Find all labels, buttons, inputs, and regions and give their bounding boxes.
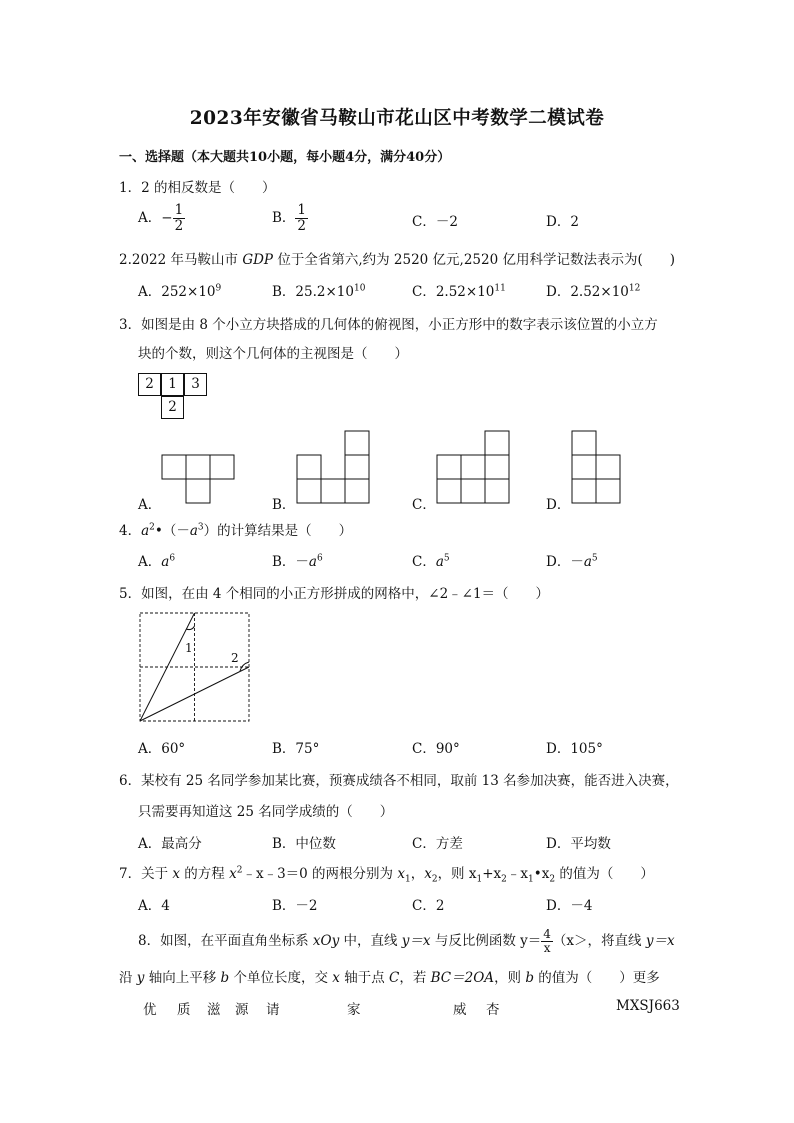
q7-part: ﹣x﹣3＝0 的两根分别为 (242, 866, 398, 882)
q8-function: y＝ (520, 933, 542, 949)
q8-part: 中，直线 (339, 933, 402, 949)
question-1-stem: 1．2 的相反数是（ ） (119, 180, 276, 196)
q7-option-a[interactable]: A．4 (138, 898, 170, 914)
q4-a-exp: 6 (169, 553, 176, 564)
q8-part: 轴于点 (339, 970, 389, 986)
q1-a-denominator: 2 (174, 218, 184, 234)
q4-a-var: a (161, 554, 170, 570)
q8-denominator: x (543, 941, 551, 955)
footer-char: 威 (453, 1002, 467, 1018)
q7-var: x (172, 866, 181, 882)
q3-option-a[interactable]: A． (138, 497, 162, 513)
q4-b-pre: B．－ (272, 554, 309, 570)
q7-var: x (493, 866, 502, 882)
footer-char: 滋 (207, 1002, 221, 1018)
q5-option-d[interactable]: D．105° (546, 741, 603, 757)
q7-part: 的方程 (180, 866, 230, 882)
q4-d-pre: D．－ (546, 554, 584, 570)
q8-var: b (525, 970, 535, 986)
q4-exp: 2 (149, 522, 155, 533)
q7-sub: 1 (476, 874, 483, 885)
q3-figure-d (572, 431, 620, 503)
q7-option-c[interactable]: C．2 (412, 898, 445, 914)
q8-numerator: 4 (543, 927, 551, 941)
question-3-line-1: 3．如图是由 8 个小立方块搭成的几何体的俯视图，小正方形中的数字表示该位置的小立方 (119, 317, 658, 333)
question-7-stem (119, 862, 654, 885)
footer-char: 源 (235, 1002, 249, 1018)
q1-option-d[interactable]: D．2 (546, 214, 579, 230)
q4-d-exp: 5 (591, 553, 598, 564)
q5-option-c[interactable]: C．90° (412, 741, 460, 757)
q4-d-var: a (583, 554, 592, 570)
q8-var: y (136, 970, 145, 986)
q7-sub: 2 (501, 874, 507, 885)
q8-part: 沿 (119, 970, 137, 986)
q1-a-numerator: 1 (174, 202, 184, 218)
q8-part: 的值为（ ）更多 (534, 970, 660, 986)
q5-grid-figure (130, 606, 260, 726)
q4-c-pre: C． (412, 554, 436, 570)
q8-var: b (220, 970, 230, 986)
q7-var: x (229, 866, 237, 882)
q7-var: x (520, 866, 529, 882)
q2-b-exp: 10 (353, 283, 366, 294)
q2-stem-part: 位于全省第六,约为 2520 亿元,2520 亿用科学记数法表示为( ) (273, 252, 676, 268)
question-8-line-2 (119, 966, 660, 986)
q3-option-c[interactable]: C． (412, 497, 436, 513)
q4-c-exp: 5 (443, 553, 450, 564)
footer-char: 杏 (486, 1002, 500, 1018)
footer-code: MXSJ663 (616, 998, 680, 1014)
q8-var: y＝x (401, 933, 431, 949)
q7-sub: 1 (528, 874, 534, 885)
q7-var: x (468, 866, 477, 882)
q4-b-var: a (308, 554, 317, 570)
page-title: 2023年安徽省马鞍山市花山区中考数学二模试卷 (189, 108, 605, 129)
q7-exp: 2 (236, 865, 243, 876)
top-view-cell: 2 (138, 373, 161, 396)
q4-part: •（－ (154, 523, 190, 539)
q8-var: C (389, 970, 400, 986)
q8-part: 与反比例函数 (430, 933, 521, 949)
q7-var: x (541, 866, 550, 882)
q2-d-exp: 12 (628, 283, 641, 294)
q8-var: BC＝2OA (430, 970, 495, 986)
question-5-stem: 5．如图，在由 4 个相同的小正方形拼成的网格中，∠2﹣∠1＝（ ） (119, 586, 550, 602)
q2-c-exp: 11 (494, 283, 506, 294)
q7-part: ，则 (437, 866, 469, 882)
section-heading: 一、选择题（本大题共10小题，每小题4分，满分40分） (119, 150, 451, 165)
top-view-cell: 1 (161, 373, 184, 396)
q7-sub: 2 (549, 874, 556, 885)
q8-part: ，将直线 (587, 933, 646, 949)
q2-c-base: C．2.52×10 (412, 284, 495, 300)
q5-option-a[interactable]: A．60° (138, 741, 186, 757)
q7-part: + (482, 866, 494, 882)
angle-1-label: 1 (185, 641, 193, 655)
q7-sub: 1 (404, 874, 411, 885)
top-view-cell: 3 (184, 373, 207, 396)
q8-part: 轴向上平移 (144, 970, 221, 986)
footer-char: 优 (143, 1002, 157, 1018)
q8-part: ，则 (494, 970, 526, 986)
q6-option-d[interactable]: D．平均数 (546, 836, 611, 852)
q1-b-numerator: 1 (297, 202, 307, 218)
q8-part: ，若 (399, 970, 431, 986)
q2-gdp: GDP (242, 252, 274, 268)
q5-option-b[interactable]: B．75° (272, 741, 320, 757)
q8-part: （x＞ (552, 933, 588, 949)
q7-var: x (397, 866, 405, 882)
q4-option-d[interactable] (546, 550, 598, 570)
q6-option-a[interactable]: A．最高分 (138, 836, 202, 852)
q3-option-d[interactable]: D． (546, 497, 571, 513)
q4-exp: 3 (197, 522, 204, 533)
q4-option-c[interactable] (412, 550, 450, 570)
q3-figure-a (162, 455, 234, 503)
q8-var: x (332, 970, 340, 986)
q4-var: a (141, 523, 150, 539)
q4-option-a[interactable] (138, 550, 175, 570)
q4-part: 4． (119, 523, 142, 539)
q4-option-b[interactable] (272, 550, 323, 570)
q8-fraction (541, 928, 553, 955)
question-8-line-1 (138, 928, 675, 955)
q4-b-exp: 6 (316, 553, 323, 564)
angle-2-label: 2 (231, 651, 239, 665)
top-view-cell: 2 (161, 396, 184, 419)
q4-var: a (189, 523, 198, 539)
q1-option-b-label: B． (272, 210, 296, 226)
q1-b-denominator: 2 (297, 218, 307, 234)
q2-stem-part: 2.2022 年马鞍山市 (119, 252, 243, 268)
q6-option-b[interactable]: B．中位数 (272, 836, 336, 852)
q2-a-exp: 9 (215, 283, 222, 294)
footer-char: 家 (347, 1002, 361, 1018)
q6-option-c[interactable]: C．方差 (412, 836, 463, 852)
q3-figure-b (297, 431, 369, 503)
q7-sub: 2 (431, 874, 438, 885)
footer-char: 质 (177, 1002, 191, 1018)
q1-option-a-sign: − (161, 210, 173, 226)
q8-part: 8．如图，在平面直角坐标系 (138, 933, 313, 949)
q7-part: ， (410, 866, 425, 882)
q7-part: 7．关于 (119, 866, 173, 882)
q3-option-b[interactable]: B． (272, 497, 296, 513)
q2-d-base: D．2.52×10 (546, 284, 629, 300)
q7-part: ﹣ (506, 866, 521, 882)
q7-option-d[interactable]: D．－4 (546, 898, 593, 914)
q7-var: x (424, 866, 432, 882)
q8-part: 个单位长度，交 (229, 970, 333, 986)
q2-b-base: B．25.2×10 (272, 284, 354, 300)
q2-a-base: A．252×10 (138, 284, 216, 300)
q1-option-a-label: A． (138, 210, 162, 226)
q4-a-pre: A． (138, 554, 162, 570)
footer-char: 请 (266, 1002, 280, 1018)
q1-option-c[interactable]: C．－2 (412, 214, 458, 230)
question-6-line-2: 只需要再知道这 25 名同学成绩的（ ） (138, 804, 394, 820)
q7-option-b[interactable]: B．－2 (272, 898, 318, 914)
question-3-line-2: 块的个数，则这个几何体的主视图是（ ） (138, 346, 408, 362)
q7-part: • (533, 866, 542, 882)
q8-var: y＝x (645, 933, 675, 949)
question-4-stem (119, 519, 352, 539)
q7-part: 的值为（ ） (555, 866, 654, 882)
q3-figure-c (437, 431, 509, 503)
q4-c-var: a (435, 554, 444, 570)
question-6-line-1: 6．某校有 25 名同学参加某比赛，预赛成绩各不相同，取前 13 名参加决赛，能否进入决赛， (119, 773, 679, 789)
q8-var: xOy (312, 933, 340, 949)
q4-part: ）的计算结果是（ ） (203, 523, 353, 539)
